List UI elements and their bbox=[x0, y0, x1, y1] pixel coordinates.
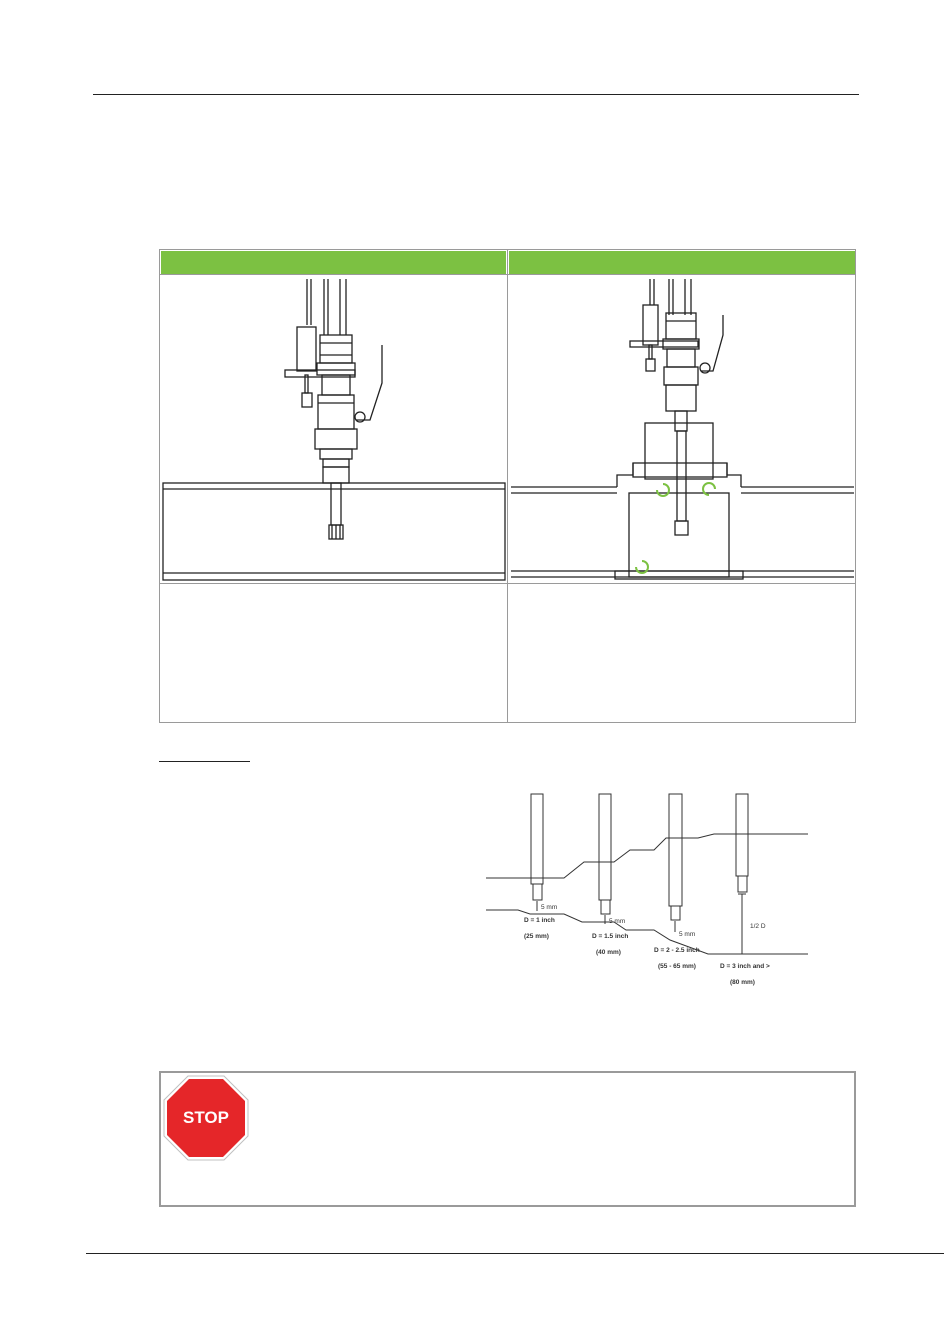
stop-sign-label: STOP bbox=[183, 1108, 229, 1127]
direct-mount-illustration bbox=[160, 275, 506, 583]
diameter-label: D = 1 inch bbox=[524, 917, 555, 924]
footer-rule bbox=[86, 1253, 944, 1254]
section-heading-underline bbox=[159, 761, 250, 762]
diameter-label: D = 1.5 inch bbox=[592, 933, 629, 940]
tee-mount-illustration bbox=[509, 275, 855, 583]
rotation-arrow-icon bbox=[657, 484, 669, 496]
gap-label: 5 mm bbox=[679, 931, 696, 938]
diameter-label: D = 2 - 2.5 inch bbox=[654, 947, 700, 954]
stop-sign-icon bbox=[163, 1075, 249, 1161]
table-header-right bbox=[509, 251, 855, 274]
diameter-mm-label: (55 - 65 mm) bbox=[658, 963, 696, 970]
installation-table bbox=[159, 249, 856, 723]
diameter-label: D = 3 inch and > bbox=[720, 963, 770, 970]
gap-label: 5 mm bbox=[609, 918, 626, 925]
table-column-divider bbox=[507, 250, 508, 722]
gap-label: 5 mm bbox=[541, 904, 558, 911]
header-rule bbox=[93, 94, 859, 95]
diameter-mm-label: (40 mm) bbox=[596, 949, 621, 956]
half-diameter-label: 1/2 D bbox=[750, 923, 766, 930]
table-row-divider bbox=[160, 583, 855, 584]
diameter-mm-label: (80 mm) bbox=[730, 979, 755, 986]
stop-warning-box bbox=[159, 1071, 856, 1207]
insertion-depth-diagram bbox=[486, 790, 812, 990]
table-header-left bbox=[161, 251, 506, 274]
diameter-mm-label: (25 mm) bbox=[524, 933, 549, 940]
